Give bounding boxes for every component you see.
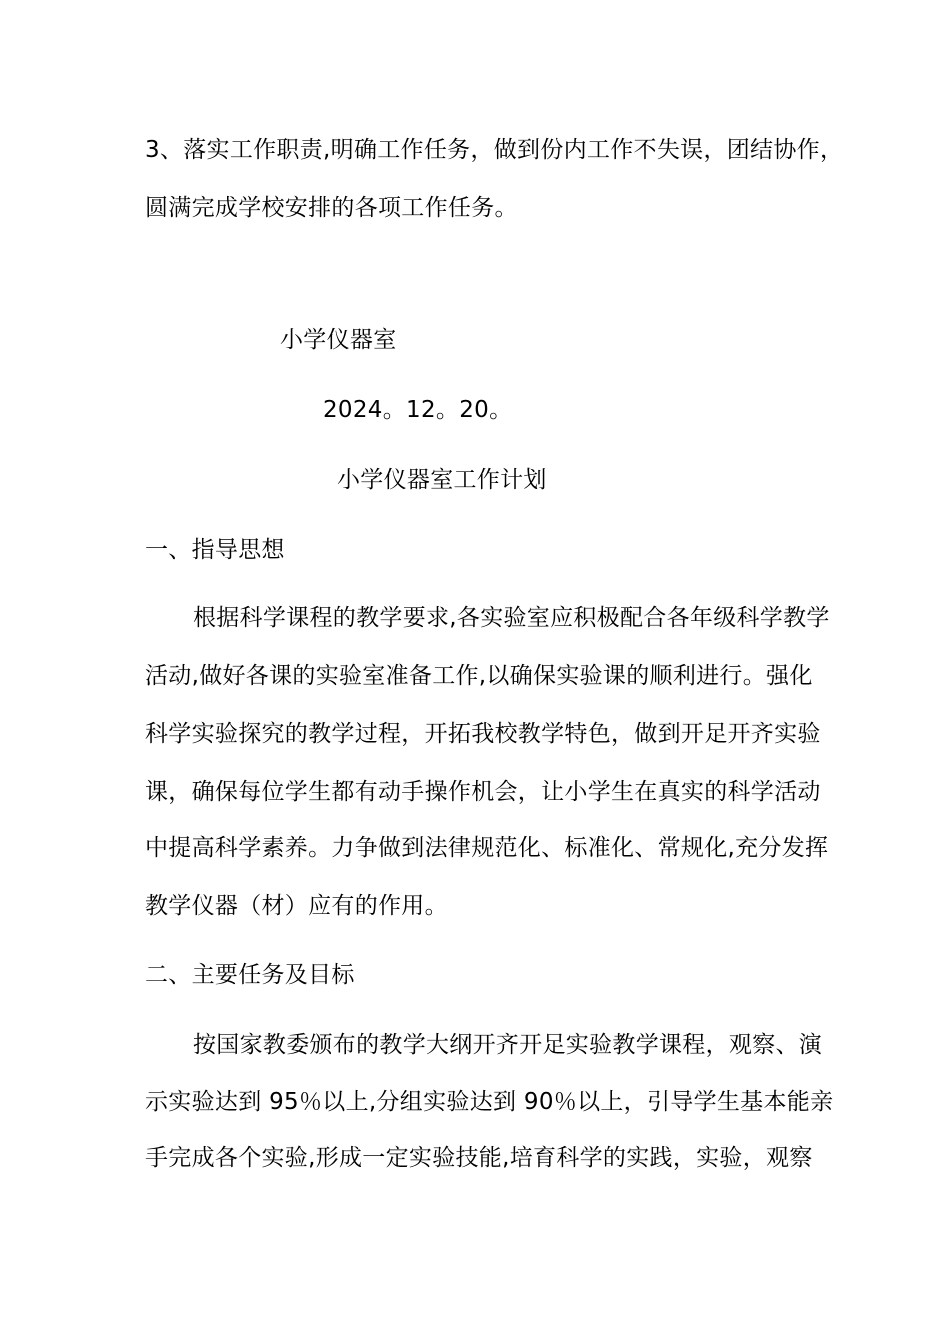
paragraph-line: 教学仪器（材）应有的作用。	[145, 893, 448, 919]
section-heading: 二、主要任务及目标	[145, 962, 355, 988]
paragraph-line: 课，确保每位学生都有动手操作机会，让小学生在真实的科学活动	[145, 779, 821, 805]
paragraph-line: 活动,做好各课的实验室准备工作,以确保实验课的顺利进行。强化	[145, 663, 813, 689]
paragraph-line: 手完成各个实验,形成一定实验技能,培育科学的实践，实验，观察	[145, 1145, 813, 1171]
document-title: 小学仪器室工作计划	[337, 467, 547, 493]
paragraph-line: 圆满完成学校安排的各项工作任务。	[145, 195, 518, 221]
paragraph-line: 科学实验探究的教学过程，开拓我校教学特色，做到开足开齐实验	[145, 721, 821, 747]
paragraph-line: 示实验达到 95％以上,分组实验达到 90％以上，引导学生基本能亲	[145, 1089, 834, 1115]
paragraph-line: 根据科学课程的教学要求,各实验室应积极配合各年级科学教学	[193, 605, 830, 631]
paragraph-line: 3、落实工作职责,明确工作任务，做到份内工作不失误，团结协作，	[145, 137, 844, 163]
paragraph-line: 按国家教委颁布的教学大纲开齐开足实验教学课程，观察、演	[193, 1032, 823, 1058]
signature-date: 2024。12。20。	[323, 397, 513, 423]
section-heading: 一、指导思想	[145, 537, 285, 563]
paragraph-line: 中提高科学素养。力争做到法律规范化、标准化、常规化,充分发挥	[145, 835, 829, 861]
signature-org: 小学仪器室	[280, 327, 397, 353]
